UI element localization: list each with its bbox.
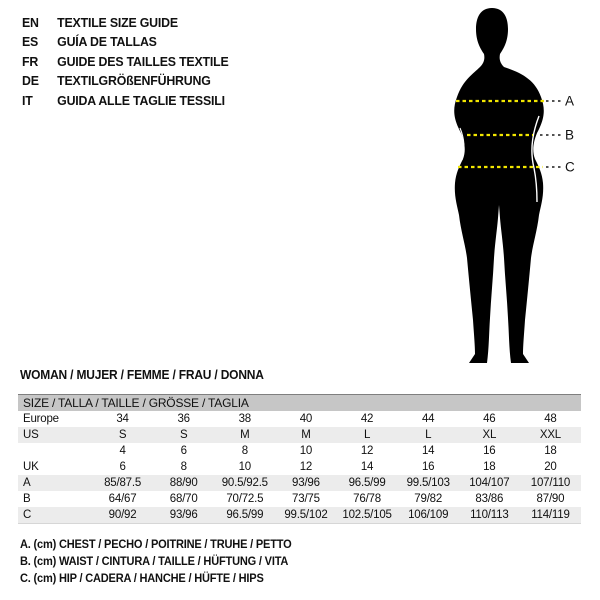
row-label: US <box>23 429 39 441</box>
size-cell: 46 <box>483 413 496 425</box>
size-cell: 96.5/99 <box>348 477 386 489</box>
size-cell: M <box>301 429 311 441</box>
measure-label-b: B <box>565 127 575 143</box>
language-code: FR <box>22 53 39 69</box>
row-label: UK <box>23 461 39 473</box>
size-cell: 14 <box>360 461 374 473</box>
size-cell: XL <box>482 429 497 441</box>
table-row <box>18 427 581 443</box>
row-label: Europe <box>23 413 59 425</box>
legend-item: C. (cm) HIP / CADERA / HANCHE / HÜFTE / HIPS <box>20 572 264 585</box>
size-cell: 70/72.5 <box>226 493 264 505</box>
language-title-list <box>22 13 229 110</box>
size-cell: 96.5/99 <box>226 509 264 521</box>
row-label: A <box>23 477 31 489</box>
size-cell: 10 <box>238 461 252 473</box>
size-cell: 107/110 <box>530 477 571 489</box>
size-cell: 88/90 <box>169 477 198 489</box>
size-cell: 12 <box>360 445 374 457</box>
table-row <box>18 459 581 475</box>
table-row <box>18 507 581 523</box>
size-cell: 90.5/92.5 <box>221 477 268 489</box>
row-label: C <box>23 509 32 521</box>
language-code: DE <box>22 73 39 89</box>
language-label: GUIDE DES TAILLES TEXTILE <box>57 53 229 69</box>
language-code: ES <box>22 34 39 50</box>
table-row <box>18 475 581 491</box>
language-item <box>22 32 229 51</box>
legend-item: A. (cm) CHEST / PECHO / POITRINE / TRUHE / PETTO <box>20 539 292 551</box>
size-table <box>18 394 581 524</box>
language-item <box>22 71 229 90</box>
size-cell: 6 <box>119 461 126 473</box>
size-table-header: SIZE / TALLA / TAILLE / GRÖSSE / TAGLIA <box>18 394 581 411</box>
size-cell: 42 <box>360 413 374 425</box>
language-code: EN <box>22 15 39 30</box>
woman-silhouette-shape <box>454 8 544 363</box>
size-cell: 8 <box>241 445 248 457</box>
size-cell: 40 <box>299 413 313 425</box>
size-cell: 99.5/103 <box>406 477 450 489</box>
size-cell: 34 <box>116 413 129 425</box>
table-row <box>18 411 581 427</box>
size-cell: 93/96 <box>169 509 198 521</box>
size-cell: L <box>363 429 371 441</box>
size-cell: 16 <box>483 445 496 457</box>
size-cell: 44 <box>421 413 435 425</box>
size-table-body <box>18 411 581 524</box>
size-cell: 8 <box>180 461 187 473</box>
size-cell: 16 <box>421 461 435 473</box>
size-cell: 106/109 <box>408 509 449 521</box>
size-cell: 20 <box>544 461 557 473</box>
size-cell: M <box>240 429 250 441</box>
size-cell: 12 <box>299 461 313 473</box>
language-item <box>22 13 229 32</box>
language-item <box>22 91 229 110</box>
size-cell: 4 <box>119 445 126 457</box>
size-cell: 79/82 <box>414 493 443 505</box>
size-cell: XXL <box>539 429 561 441</box>
size-cell: L <box>425 429 432 441</box>
size-cell: 87/90 <box>536 493 565 505</box>
row-label <box>18 443 92 459</box>
language-label: TEXTILE SIZE GUIDE <box>57 15 178 30</box>
size-cell: 110/113 <box>470 509 509 521</box>
row-label: B <box>23 493 31 505</box>
size-cell: 102.5/105 <box>342 509 392 521</box>
size-cell: 90/92 <box>108 509 137 521</box>
language-label: GUIDA ALLE TAGLIE TESSILI <box>57 92 225 108</box>
size-cell: 114/119 <box>531 509 570 521</box>
size-cell: 18 <box>483 461 496 473</box>
section-title-woman: WOMAN / MUJER / FEMME / FRAU / DONNA <box>20 368 264 382</box>
size-cell: S <box>118 429 127 441</box>
size-cell: 38 <box>238 413 252 425</box>
size-cell: 73/75 <box>292 493 320 505</box>
size-cell: 83/86 <box>475 493 504 505</box>
legend-item: B. (cm) WAIST / CINTURA / TAILLE / HÜFTUNG / VITA <box>20 555 289 568</box>
measure-label-c: C <box>565 159 575 175</box>
size-cell: 85/87.5 <box>104 477 142 489</box>
size-cell: 104/107 <box>469 477 510 489</box>
size-cell: 18 <box>544 445 557 457</box>
size-cell: 93/96 <box>292 477 320 489</box>
woman-figure <box>440 0 600 370</box>
table-row <box>18 443 581 459</box>
size-cell: 99.5/102 <box>284 509 328 521</box>
size-cell: 64/67 <box>108 493 137 505</box>
size-cell: 6 <box>180 445 187 457</box>
size-cell: 10 <box>299 445 313 457</box>
language-label: GUÍA DE TALLAS <box>57 34 157 50</box>
language-item <box>22 52 229 71</box>
measure-label-a: A <box>565 93 575 109</box>
language-code: IT <box>22 92 33 108</box>
size-cell: 14 <box>421 445 435 457</box>
measurement-legend <box>20 537 292 587</box>
size-cell: 68/70 <box>169 493 198 505</box>
size-cell: S <box>179 429 188 441</box>
size-cell: 76/78 <box>353 493 381 505</box>
table-row <box>18 491 581 507</box>
language-label: TEXTILGRÖßENFÜHRUNG <box>57 73 211 89</box>
size-cell: 36 <box>177 413 190 425</box>
size-cell: 48 <box>544 413 557 425</box>
woman-silhouette-svg <box>440 0 600 370</box>
